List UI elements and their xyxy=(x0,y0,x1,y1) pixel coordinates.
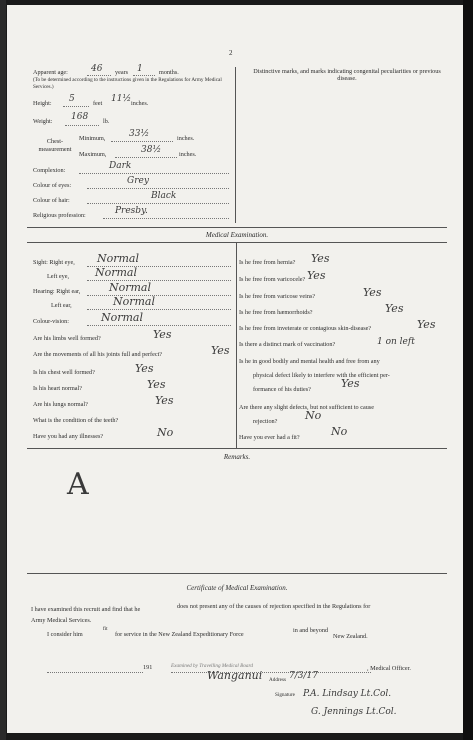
remarks-heading: Remarks. xyxy=(223,453,251,461)
eye-colour-value: Grey xyxy=(127,176,149,186)
chest-minimum-unit: inches. xyxy=(177,135,195,142)
age-months-value: 1 xyxy=(137,64,143,74)
exam-left-label: Sight: Right eye, xyxy=(33,259,75,266)
exam-left-label: Colour-vision: xyxy=(33,318,69,325)
exam-left-label: Are the movements of all his joints full and perfect? xyxy=(33,351,163,358)
complexion-label: Complexion: xyxy=(33,167,66,174)
complexion-value: Dark xyxy=(109,161,132,171)
signature-label: Signature xyxy=(275,692,295,698)
feet-label: feet xyxy=(93,100,103,107)
exam-left-label: Are his lungs normal? xyxy=(33,401,88,408)
exam-left-label: Is his heart normal? xyxy=(33,385,82,392)
exam-right-value: Yes xyxy=(385,302,404,315)
age-years-value: 46 xyxy=(91,64,103,74)
certificate-year-prefix: 191 xyxy=(143,664,153,671)
exam-left-label: Have you had any illnesses? xyxy=(33,433,104,440)
exam-left-value: Yes xyxy=(135,362,154,375)
certificate-line-3d: New Zealand. xyxy=(333,633,368,640)
certificate-line-3a: I consider him xyxy=(47,631,83,638)
exam-right-label: Is there a distinct mark of vaccination? xyxy=(239,341,336,348)
fits-question: Have you ever had a fit? xyxy=(239,434,300,441)
fit-question-line-3: formance of his duties? xyxy=(253,386,311,393)
page-number: 2 xyxy=(229,49,233,57)
weight-value: 168 xyxy=(71,112,89,122)
defects-question-line-1: Are there any slight defects, but not sufficient to cause xyxy=(239,404,374,411)
exam-left-value: Yes xyxy=(155,394,174,407)
defects-answer: No xyxy=(305,409,322,422)
height-feet-value: 5 xyxy=(69,94,75,104)
fit-question-line-2: physical defect likely to interfere with the efficient per- xyxy=(253,372,390,379)
scan-left-edge xyxy=(0,0,6,740)
religion-value: Presby. xyxy=(115,206,148,216)
exam-left-label: What is the condition of the teeth? xyxy=(33,417,119,424)
hair-colour-label: Colour of hair: xyxy=(33,197,70,204)
weight-label: Weight: xyxy=(33,118,53,125)
exam-left-value: Yes xyxy=(211,344,230,357)
eye-colour-label: Colour of eyes: xyxy=(33,182,72,189)
exam-left-value: Normal xyxy=(101,311,144,324)
exam-left-label: Hearing: Right ear, xyxy=(33,288,81,295)
section-rule-top xyxy=(27,227,447,228)
exam-right-value: 1 on left xyxy=(377,337,415,347)
certificate-line-3b: for service in the New Zealand Expeditionary Force xyxy=(115,631,244,638)
exam-left-label: Is his chest well formed? xyxy=(33,369,95,376)
exam-right-label: Is he free from hernia? xyxy=(239,259,296,266)
top-column-divider xyxy=(235,67,236,223)
exam-left-value: Normal xyxy=(109,281,152,294)
signature-one: P.A. Lindsay Lt.Col. xyxy=(303,689,392,699)
certificate-line-1b: does not present any of the causes of rejection specified in the Regulations for xyxy=(177,603,371,610)
exam-left-value: No xyxy=(157,426,174,439)
defects-question-line-2: rejection? xyxy=(253,418,278,425)
age-note: (To be determined according to the instructions given in the Regulations for Army Medical Services.) xyxy=(33,77,222,90)
exam-right-value: Yes xyxy=(307,269,326,282)
height-inches-value: 11½ xyxy=(111,94,132,104)
certificate-line-3c: in and beyond xyxy=(293,627,329,634)
scan-right-edge xyxy=(463,0,473,740)
exam-right-label: Is he free from inveterate or contagious skin-disease? xyxy=(239,325,372,332)
exam-right-label: Is he free from hæmorrhoids? xyxy=(239,309,313,316)
exam-left-label: Are his limbs well formed? xyxy=(33,335,101,342)
exam-right-value: Yes xyxy=(417,318,436,331)
certificate-line-2: Army Medical Services. xyxy=(31,617,92,624)
certificate-heading: Certificate of Medical Examination. xyxy=(186,584,288,592)
exam-column-divider xyxy=(236,242,237,448)
exam-right-value: Yes xyxy=(363,286,382,299)
chest-minimum-value: 33½ xyxy=(129,129,150,139)
chest-minimum-label: Minimum, xyxy=(79,135,106,142)
height-label: Height: xyxy=(33,100,52,107)
signature-two: G. Jennings Lt.Col. xyxy=(311,707,397,717)
apparent-age-label: Apparent age: xyxy=(33,69,68,76)
chest-maximum-label: Maximum, xyxy=(79,151,107,158)
place-signed: Wanganui xyxy=(207,669,263,682)
address-label: Address xyxy=(269,677,287,683)
exam-left-value: Normal xyxy=(97,252,140,265)
years-label: years xyxy=(115,69,129,76)
inches-label: inches. xyxy=(131,100,149,107)
fits-answer: No xyxy=(331,425,348,438)
chest-maximum-unit: inches. xyxy=(179,151,197,158)
medical-officer-label: , Medical Officer. xyxy=(367,665,411,672)
exam-right-label: Is he free from varicose veins? xyxy=(239,293,316,300)
exam-left-value: Yes xyxy=(153,328,172,341)
fit-answer: Yes xyxy=(341,377,360,390)
distinctive-marks-heading: Distinctive marks, and marks indicating congenital peculiarities or previous disease. xyxy=(253,68,441,82)
exam-left-value: Normal xyxy=(95,266,138,279)
certificate-line-1a: I have examined this recruit and find that he xyxy=(31,606,141,613)
chest-measurement-label: Chest-measurement xyxy=(38,138,72,153)
chest-maximum-value: 38½ xyxy=(141,145,162,155)
hair-colour-value: Black xyxy=(151,191,177,201)
religion-label: Religious profession: xyxy=(33,212,86,219)
examined-by-stamp: Examined by Travelling Medical Board xyxy=(171,663,253,669)
exam-left-value: Normal xyxy=(113,295,156,308)
exam-left-value: Yes xyxy=(147,378,166,391)
weight-unit: lb. xyxy=(103,118,110,125)
exam-right-label: Is he free from varicocele? xyxy=(239,276,306,283)
exam-left-label: Left ear, xyxy=(51,302,72,309)
months-label: months. xyxy=(159,69,179,76)
exam-left-label: Left eye, xyxy=(47,273,69,280)
remarks-mark: A xyxy=(67,467,89,502)
certificate-fit-word: fit xyxy=(103,626,108,632)
attestation-form-page xyxy=(7,5,463,733)
certificate-date: 7/3/17 xyxy=(289,671,318,681)
medical-exam-heading: Medical Examination. xyxy=(205,231,269,239)
fit-question-line-1: Is he in good bodily and mental health and free from any xyxy=(239,358,380,365)
exam-right-value: Yes xyxy=(311,252,330,265)
